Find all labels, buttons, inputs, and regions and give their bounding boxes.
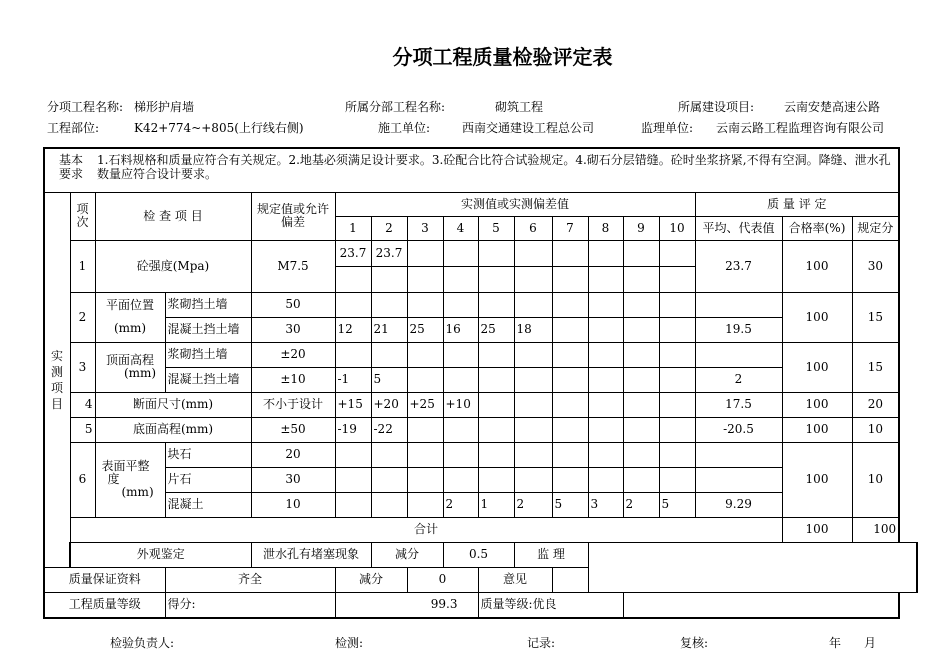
location-label: 工程部位: xyxy=(47,121,100,135)
sub-project: 砌筑工程 xyxy=(495,100,544,114)
measured-value: +10 xyxy=(443,392,478,417)
row-rate: 100 xyxy=(782,342,852,392)
row-sub-item: 块石 xyxy=(165,442,251,467)
page-title: 分项工程质量检验评定表 xyxy=(392,45,613,69)
total-rate: 100 xyxy=(782,517,852,542)
point-header: 8 xyxy=(588,216,623,240)
quality-doc-deduct: 0 xyxy=(407,567,478,592)
quality-doc-deduct-label: 减分 xyxy=(335,567,407,592)
row-item-line: (mm) xyxy=(123,366,157,380)
supervisor-label: 监理单位: xyxy=(641,121,694,135)
total-score: 100 xyxy=(852,517,899,542)
measured-value: 2 xyxy=(443,492,478,517)
row-item-line: (mm) xyxy=(113,321,147,335)
appearance-label: 外观鉴定 xyxy=(70,542,251,567)
row-score: 15 xyxy=(852,292,899,342)
grade-score-label: 得分: xyxy=(165,592,335,618)
point-header: 6 xyxy=(514,216,552,240)
measured-value: 23.7 xyxy=(335,240,371,266)
spec-header: 规定值或允许偏差 xyxy=(251,192,335,240)
row-item: 底面高程(mm) xyxy=(95,417,251,442)
measured-value: -19 xyxy=(335,417,371,442)
row-no: 5 xyxy=(70,417,95,442)
grade-level xyxy=(478,592,623,618)
evaluation-table xyxy=(43,147,918,619)
row-spec: 20 xyxy=(251,442,335,467)
section-label xyxy=(44,192,70,567)
row-rate: 100 xyxy=(782,292,852,342)
section-label-char: 实 xyxy=(50,348,63,363)
measured-value: 18 xyxy=(514,317,552,342)
row-sub-item: 浆砌挡土墙 xyxy=(165,292,251,317)
opinion-label: 意见 xyxy=(478,567,552,592)
row-rate: 100 xyxy=(782,240,852,292)
row-sub-item: 浆砌挡土墙 xyxy=(165,342,251,367)
row-item xyxy=(95,292,165,342)
point-header: 9 xyxy=(623,216,659,240)
row-spec: ±50 xyxy=(251,417,335,442)
supervision-label: 监 理 xyxy=(514,542,588,567)
measured-value: +15 xyxy=(335,392,371,417)
row-no: 1 xyxy=(70,240,95,292)
requirements-cell xyxy=(44,148,899,192)
row-spec: 10 xyxy=(251,492,335,517)
row-avg: 9.29 xyxy=(695,492,782,517)
point-header: 3 xyxy=(407,216,443,240)
row-sub-item: 混凝土 xyxy=(165,492,251,517)
measured-value: 16 xyxy=(443,317,478,342)
quality-doc-label: 质量保证资料 xyxy=(44,567,165,592)
row-score: 10 xyxy=(852,417,899,442)
row-item xyxy=(95,442,165,517)
project-name: 云南安楚高速公路 xyxy=(784,100,881,114)
requirements-label-1: 基本 xyxy=(58,153,83,167)
check-item-header: 检 查 项 目 xyxy=(95,192,251,240)
row-score: 20 xyxy=(852,392,899,417)
measured-value: -22 xyxy=(371,417,407,442)
row-score: 15 xyxy=(852,342,899,392)
row-spec: 30 xyxy=(251,467,335,492)
measured-header: 实测值或实测偏差值 xyxy=(335,192,695,216)
quality-doc-value: 齐全 xyxy=(165,567,335,592)
measured-value: 5 xyxy=(659,492,695,517)
item-name-label: 分项工程名称: xyxy=(47,100,124,114)
measured-value: 3 xyxy=(588,492,623,517)
row-spec: ±20 xyxy=(251,342,335,367)
requirements-label-2: 要求 xyxy=(58,167,83,181)
grade-label: 工程质量等级 xyxy=(44,592,165,618)
row-rate: 100 xyxy=(782,392,852,417)
grade-blank xyxy=(623,592,899,618)
row-item-line: (mm) xyxy=(121,485,154,499)
measured-value: 25 xyxy=(407,317,443,342)
point-header: 1 xyxy=(335,216,371,240)
measured-value: 25 xyxy=(478,317,514,342)
point-header: 5 xyxy=(478,216,514,240)
section-label-char: 测 xyxy=(50,364,63,379)
supervision-blank xyxy=(588,542,917,592)
point-header: 7 xyxy=(552,216,588,240)
evaluation-header: 质 量 评 定 xyxy=(695,192,899,216)
total-label: 合计 xyxy=(70,517,782,542)
row-item-line: 表面平整 xyxy=(101,459,150,473)
row-spec: 不小于设计 xyxy=(251,392,335,417)
section-label-char: 目 xyxy=(50,396,63,411)
inspector-label: 检验负责人: xyxy=(110,636,175,650)
contractor-label: 施工单位: xyxy=(378,121,431,135)
sub-project-label: 所属分部工程名称: xyxy=(345,100,446,114)
row-no: 4 xyxy=(70,392,95,417)
row-item-line: 度 xyxy=(107,472,120,486)
row-no: 2 xyxy=(70,292,95,342)
row-spec: ±10 xyxy=(251,367,335,392)
row-avg: 2 xyxy=(695,367,782,392)
appearance-deduct: 0.5 xyxy=(443,542,514,567)
requirements-text: 1.石料规格和质量应符合有关规定。2.地基必须满足设计要求。3.砼配合比符合试验规定。4.砌石分层错缝。砼时坐浆挤紧,不得有空洞。降缝、泄水孔数量应符合设计要求。 xyxy=(97,153,891,181)
measured-value: 12 xyxy=(335,317,371,342)
measured-value: +25 xyxy=(407,392,443,417)
row-no: 6 xyxy=(70,442,95,517)
item-name: 梯形护肩墙 xyxy=(134,100,195,114)
contractor: 西南交通建设工程总公司 xyxy=(462,121,595,135)
measured-value: 2 xyxy=(514,492,552,517)
measured-value: 1 xyxy=(478,492,514,517)
row-item: 断面尺寸(mm) xyxy=(95,392,251,417)
grade-level-value: 优良 xyxy=(532,597,557,611)
measured-value: 21 xyxy=(371,317,407,342)
row-no: 3 xyxy=(70,342,95,392)
grade-level-label: 质量等级: xyxy=(480,597,533,611)
measured-value: 2 xyxy=(623,492,659,517)
row-spec: 50 xyxy=(251,292,335,317)
appearance-deduct-label: 减分 xyxy=(371,542,443,567)
tester-label: 检测: xyxy=(335,636,364,650)
project-label: 所属建设项目: xyxy=(678,100,755,114)
row-item-line: 顶面高程 xyxy=(105,353,154,367)
row-rate: 100 xyxy=(782,442,852,517)
recorder-label: 记录: xyxy=(527,636,556,650)
appearance-value: 泄水孔有堵塞现象 xyxy=(251,542,371,567)
measured-value: 5 xyxy=(552,492,588,517)
score-header: 规定分 xyxy=(852,216,899,240)
row-spec: M7.5 xyxy=(251,240,335,292)
row-sub-item: 混凝土挡土墙 xyxy=(165,367,251,392)
row-avg: 17.5 xyxy=(695,392,782,417)
grade-score: 99.3 xyxy=(335,592,478,618)
measured-value: -1 xyxy=(335,367,371,392)
location: K42+774~+805(上行线右侧) xyxy=(134,121,304,135)
section-label-char: 项 xyxy=(50,380,63,395)
point-header: 4 xyxy=(443,216,478,240)
row-sub-item: 片石 xyxy=(165,467,251,492)
point-header: 2 xyxy=(371,216,407,240)
row-item: 砼强度(Mpa) xyxy=(95,240,251,292)
year-label: 年 xyxy=(829,636,842,650)
item-no-header: 项次 xyxy=(70,192,95,240)
measured-value: +20 xyxy=(371,392,407,417)
row-item-line: 平面位置 xyxy=(105,298,154,312)
measured-value: 5 xyxy=(371,367,407,392)
row-score: 10 xyxy=(852,442,899,517)
row-avg: 19.5 xyxy=(695,317,782,342)
row-rate: 100 xyxy=(782,417,852,442)
reviewer-label: 复核: xyxy=(680,636,709,650)
avg-header: 平均、代表值 xyxy=(695,216,782,240)
pass-rate-header: 合格率(%) xyxy=(782,216,852,240)
row-spec: 30 xyxy=(251,317,335,342)
month-label: 月 xyxy=(864,636,877,650)
measured-value: 23.7 xyxy=(371,240,407,266)
point-header: 10 xyxy=(659,216,695,240)
row-score: 30 xyxy=(852,240,899,292)
row-sub-item: 混凝土挡土墙 xyxy=(165,317,251,342)
row-avg: -20.5 xyxy=(695,417,782,442)
supervisor: 云南云路工程监理咨询有限公司 xyxy=(716,121,885,135)
row-avg: 23.7 xyxy=(695,240,782,292)
row-item xyxy=(95,342,165,392)
